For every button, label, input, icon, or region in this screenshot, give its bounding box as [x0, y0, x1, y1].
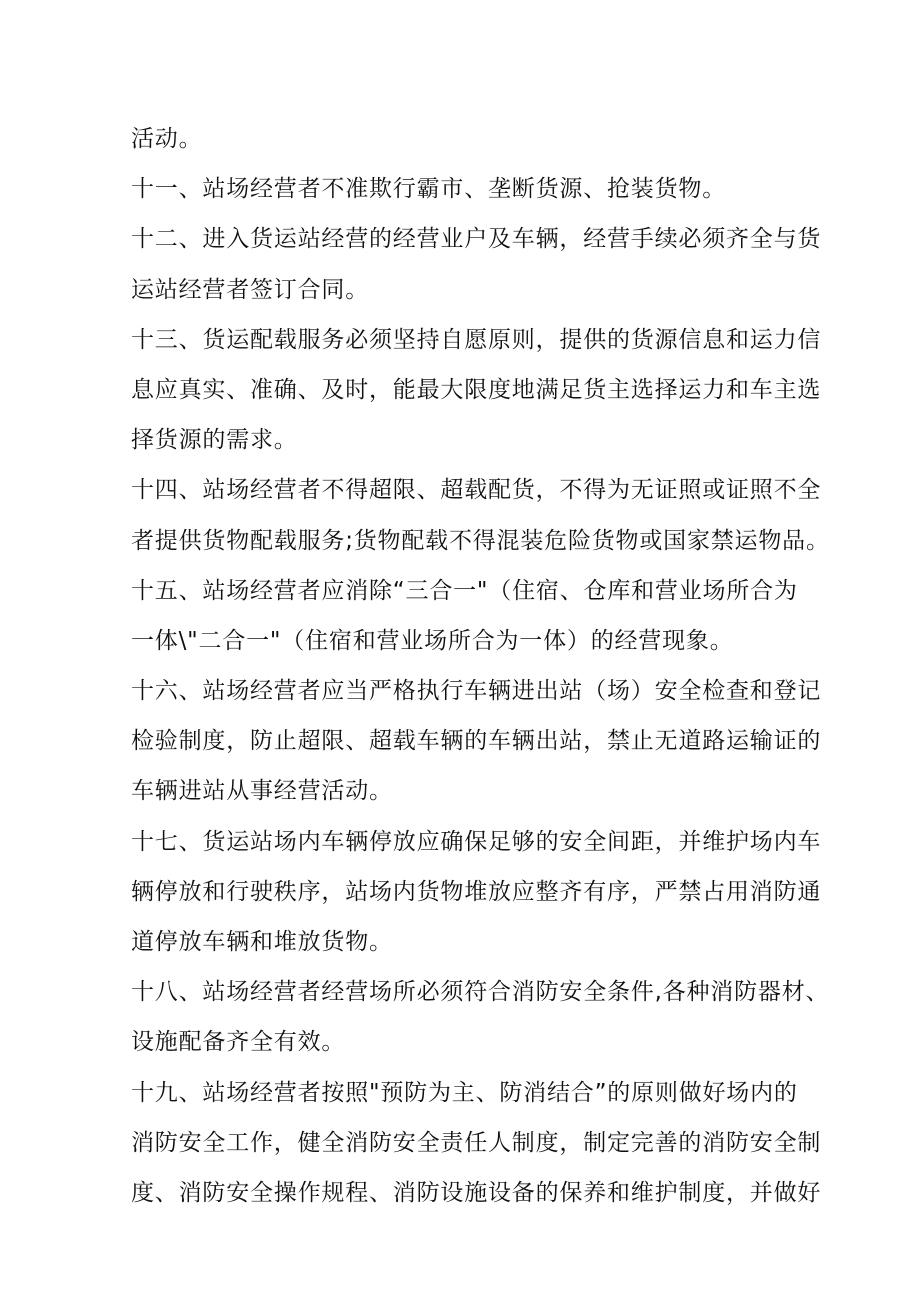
text-line: 十一、站场经营者不准欺行霸市、垄断货源、抢装货物。	[131, 176, 726, 203]
text-line: 者提供货物配载服务;货物配载不得混装危险货物或国家禁运物品。	[131, 527, 830, 554]
text-line: 设施配备齐全有效。	[131, 1029, 346, 1056]
text-line: 息应真实、准确、及时，能最大限度地满足货主选择运力和车主选	[131, 376, 822, 403]
text-line: 道停放车辆和堆放货物。	[131, 929, 393, 955]
text-line: 车辆进站从事经营活动。	[131, 778, 393, 805]
text-line: 十三、货运配载服务必须坚持自愿原则，提供的货源信息和运力信	[131, 326, 822, 353]
text-line: 十七、货运站场内车辆停放应确保足够的安全间距，并维护场内车	[131, 828, 822, 855]
text-line: 一体\"二合一"（住宿和营业场所合为一体）的经营现象。	[131, 627, 734, 654]
text-line: 十二、进入货运站经营的经营业户及车辆，经营手续必须齐全与货	[131, 226, 822, 253]
text-line: 十四、站场经营者不得超限、超载配货，不得为无证照或证照不全	[131, 477, 822, 504]
text-line: 辆停放和行驶秩序，站场内货物堆放应整齐有序，严禁占用消防通	[131, 878, 822, 905]
text-line: 十五、站场经营者应消除“三合一"（住宿、仓库和营业场所合为	[131, 577, 798, 604]
text-line: 十九、站场经营者按照"预防为主、防消结合”的原则做好场内的	[131, 1079, 798, 1106]
text-line: 消防安全工作，健全消防安全责任人制度，制定完善的消防安全制	[131, 1129, 822, 1156]
text-line: 检验制度，防止超限、超载车辆的车辆出站，禁止无道路运输证的	[131, 728, 822, 755]
text-line: 十八、站场经营者经营场所必须符合消防安全条件,各种消防器材、	[131, 979, 830, 1006]
document-body	[131, 114, 830, 1218]
text-line: 十六、站场经营者应当严格执行车辆进出站（场）安全检查和登记	[131, 678, 822, 705]
text-line: 运站经营者签订合同。	[131, 276, 369, 303]
text-line: 活动。	[131, 126, 203, 152]
text-line: 度、消防安全操作规程、消防设施设备的保养和维护制度，并做好	[131, 1179, 822, 1206]
text-line: 择货源的需求。	[131, 427, 298, 454]
